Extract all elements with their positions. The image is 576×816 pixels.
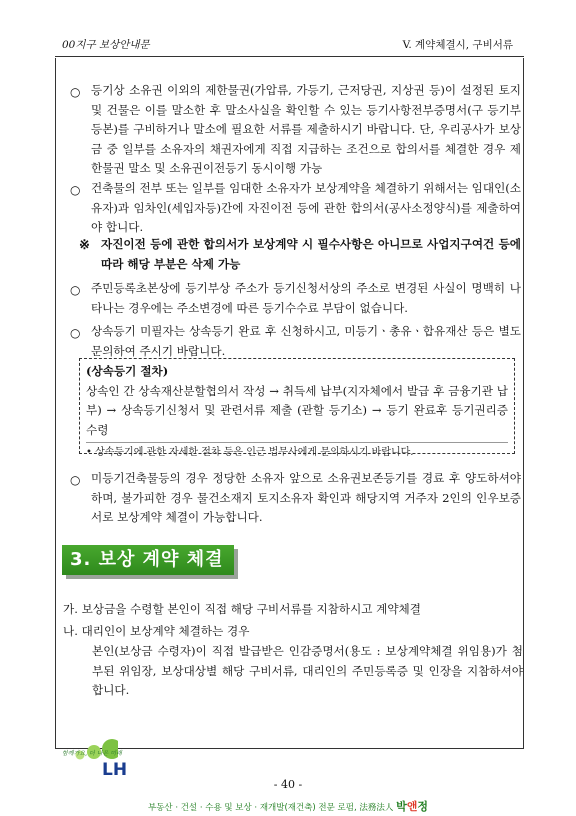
- footer-brand: [396, 800, 428, 813]
- inheritance-procedure-box: [79, 358, 515, 458]
- bullet-mark: ○: [70, 85, 81, 99]
- bullet-mark: ○: [70, 283, 81, 297]
- footer-brand-b: 앤: [406, 800, 418, 813]
- header-rule: [55, 56, 524, 57]
- section-detail: 본인(보상금 수령자)이 직접 발급받은 인감증명서(용도 : 보상계약체결 위임용)가 첨부된 위임장, 보상대상별 해당 구비서류, 대리인의 주민등록증 및 인장을 지참하셔야 합니다.: [92, 644, 523, 697]
- logo-slogan: 함께가요, 더 나은 미래: [62, 750, 122, 757]
- footer-brand-c: 정: [417, 800, 428, 813]
- note-text: 자진이전 등에 관한 합의서가 보상계약 시 필수사항은 아니므로 사업지구여건 등에 따라 해당 부분은 삭제 가능: [101, 237, 521, 271]
- box-title: (상속등기 절차): [86, 364, 169, 378]
- bullet-mark: ○: [70, 473, 81, 487]
- paragraph-address: 주민등록초본상에 등기부상 주소가 등기신청서상의 주소로 변경된 사실이 명백히 나타나는 경우에는 주소변경에 따른 등기수수료 부담이 없습니다.: [91, 281, 521, 315]
- paragraph-unregistered: 미등기건축물등의 경우 정당한 소유자 앞으로 소유권보존등기를 경료 후 양도하셔야 하며, 불가피한 경우 물건소재지 토지소유자 확인과 해당지역 거주자 2인의 인우보증서로 보상계약 체결이 가능합니다.: [91, 471, 521, 524]
- header-chapter-title: V. 계약체결시, 구비서류: [402, 39, 513, 51]
- paragraph-encumbrance: 등기상 소유권 이외의 제한물권(가압류, 가등기, 근저당권, 지상권 등)이 설정된 토지 및 건물은 이를 말소한 후 말소사실을 확인할 수 있는 등기사항전부증명서(구 등기부등본)를 구비하거나 말소에 필요한 서류를 제출하시기 바랍니다. 단, 우리공사가 보상금 중 일부를 소유자의 채권자에게 직접 지급하는 조건으로 합의서를 체결한 경우 제한물권 말소 및 소유권이전등기 동시이행 가능: [91, 83, 521, 175]
- paragraph-inheritance: 상속등기 미필자는 상속등기 완료 후 신청하시고, 미등기ㆍ총유ㆍ합유재산 등은 별도 문의하여 주시기 바랍니다.: [91, 324, 521, 358]
- bullet-mark: ○: [70, 183, 81, 197]
- box-footnote: • 상속등기에 관한 자세한 절차 등은 인근 법무사에게 문의하시기 바랍니다.: [86, 442, 508, 462]
- page-number: - 40 -: [273, 778, 303, 791]
- header-doc-title: 00지구 보상안내문: [62, 39, 150, 51]
- section-title: 3. 보상 계약 체결: [62, 545, 234, 575]
- paragraph-lease: 건축물의 전부 또는 일부를 임대한 소유자가 보상계약을 체결하기 위해서는 임대인(소유자)과 임차인(세입자등)간에 자진이전 등에 관한 합의서(공사소정양식)를 제출하여야 합니다.: [91, 181, 521, 234]
- footer-text: 부동산 · 건설 · 수용 및 보상 · 재개발(재건축) 전문 로펌, 法務法人: [147, 803, 394, 813]
- bullet-mark: ○: [70, 326, 81, 340]
- section-item-a: 가. 보상금을 수령할 본인이 직접 해당 구비서류를 지참하시고 계약체결: [63, 602, 421, 616]
- footer-brand-a: 박: [396, 800, 407, 813]
- logo-text: LH: [102, 760, 128, 780]
- footer: [0, 798, 576, 814]
- section-item-b: 나. 대리인이 보상계약 체결하는 경우: [63, 624, 250, 638]
- box-body: 상속인 간 상속재산분할협의서 작성 → 취득세 납부(지자체에서 발급 후 금융기관 납부) → 상속등기신청서 및 관련서류 제출 (관할 등기소) → 등기 완료후 등기권리증 수령: [86, 383, 508, 437]
- note-mark: ※: [79, 238, 90, 253]
